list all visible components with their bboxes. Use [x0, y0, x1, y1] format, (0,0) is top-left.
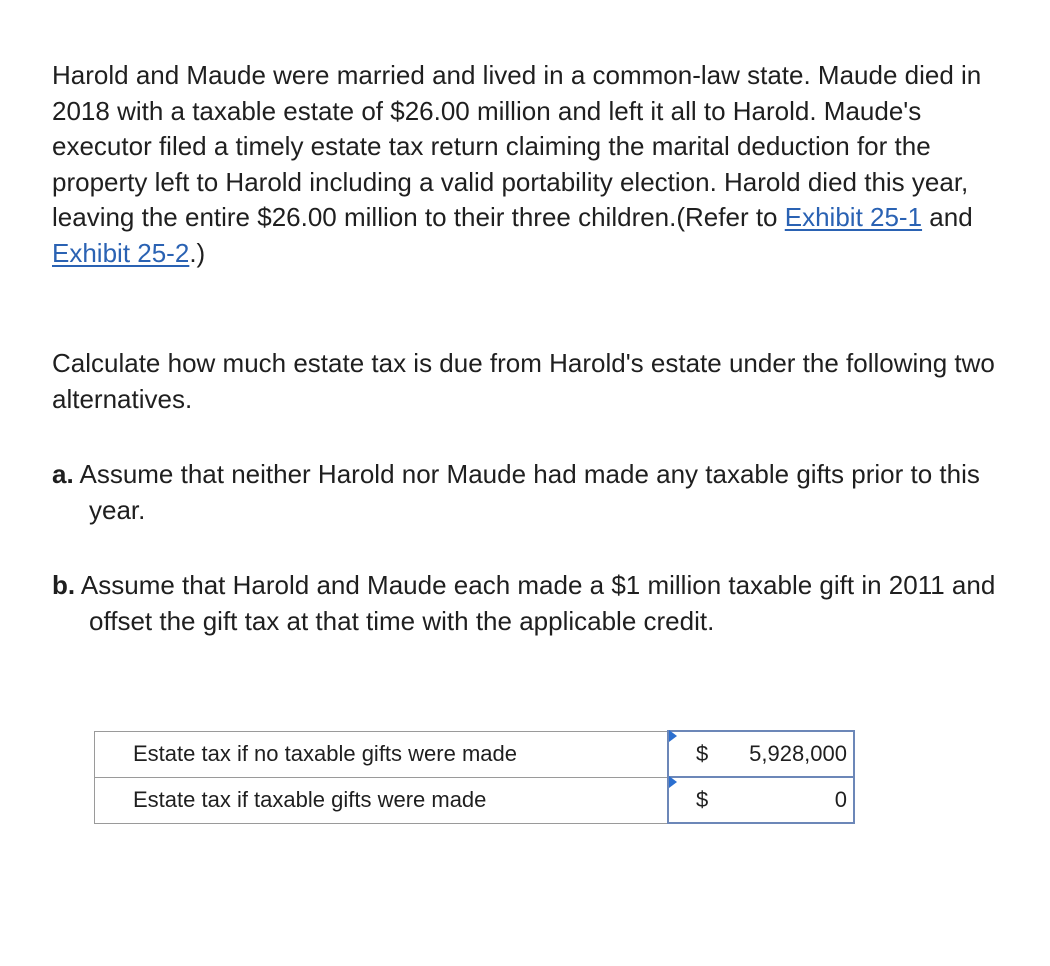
part-a — [52, 456, 1029, 528]
part-b-label: b. — [52, 570, 76, 600]
answer-marker-icon — [669, 776, 677, 788]
answer-row-no-gifts — [95, 731, 855, 777]
currency-symbol: $ — [696, 741, 709, 766]
part-b — [52, 567, 1029, 639]
exhibit-25-1-link[interactable]: Exhibit 25-1 — [784, 202, 923, 232]
problem-intro — [52, 58, 1002, 271]
part-b-text: Assume that Harold and Maude each made a $1 million taxable gift in 2011 and offset the gift tax at that time with the applicable credit. — [75, 570, 996, 636]
instruction-text: Calculate how much estate tax is due from Harold's estate under the following two alternatives. — [52, 348, 995, 414]
part-a-text: Assume that neither Harold nor Maude had made any taxable gifts prior to this year. — [73, 459, 980, 525]
estate-tax-with-gifts-input[interactable] — [668, 777, 854, 823]
answer-table — [94, 730, 855, 824]
input-value: 0 — [834, 787, 847, 812]
currency-symbol: $ — [696, 787, 709, 812]
intro-end: .) — [189, 237, 206, 268]
intro-text: Harold and Maude were married and lived in a common-law state. Maude died in 2018 with a taxable estate of $26.00 million and left it all to Harold. Maude's executor filed a timely estate tax return claiming the marital deduction for the property left to Harold including a valid portability election. Harold died this year, leaving the entire $26.00 million to their three children.(Refer to — [52, 60, 982, 232]
estate-tax-no-gifts-input[interactable] — [668, 731, 854, 777]
answer-row-with-gifts — [95, 777, 855, 823]
exhibit-25-2-link[interactable]: Exhibit 25-2 — [52, 237, 190, 268]
part-a-label: a. — [52, 459, 74, 489]
input-value: 5,928,000 — [749, 741, 847, 766]
intro-between: and — [922, 202, 973, 232]
row-label: Estate tax if taxable gifts were made — [95, 777, 669, 823]
answer-marker-icon — [669, 730, 677, 742]
row-label: Estate tax if no taxable gifts were made — [95, 731, 669, 777]
